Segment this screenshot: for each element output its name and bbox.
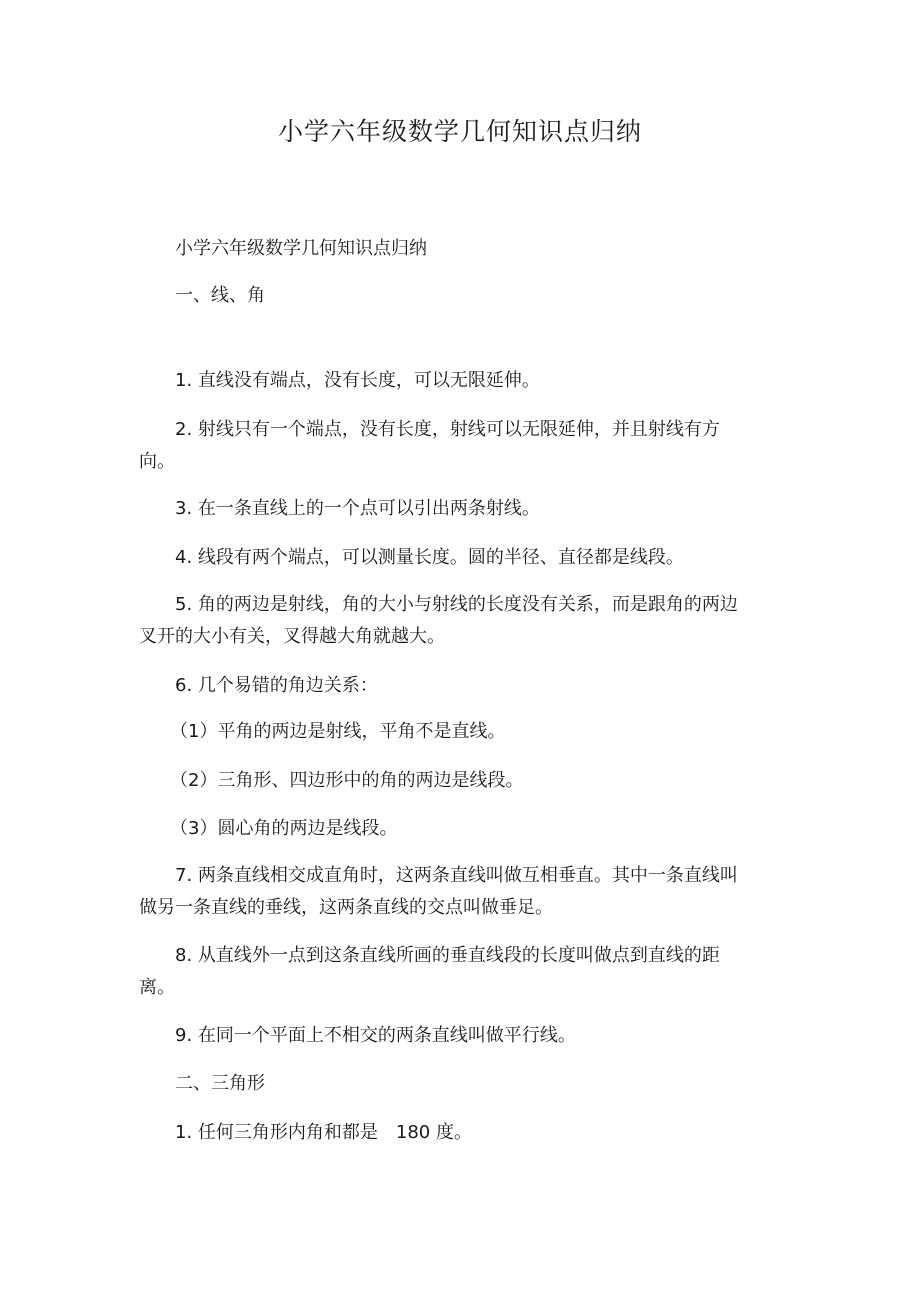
paragraph-subitem-3: （3）圆心角的两边是线段。	[170, 818, 398, 839]
paragraph-item-3: 3. 在一条直线上的一个点可以引出两条射线。	[175, 498, 540, 519]
paragraph-subitem-1: （1）平角的两边是射线，平角不是直线。	[170, 721, 506, 742]
paragraph-subtitle: 小学六年级数学几何知识点归纳	[175, 238, 427, 259]
paragraph-item-9: 9. 在同一个平面上不相交的两条直线叫做平行线。	[175, 1025, 576, 1046]
paragraph-item-5: 5. 角的两边是射线，角的大小与射线的长度没有关系，而是跟角的两边叉开的大小有关，叉得越大角就越大。	[139, 594, 738, 647]
paragraph-item-2: 2. 射线只有一个端点，没有长度，射线可以无限延伸，并且射线有方向。	[139, 419, 720, 472]
paragraph-triangle-item-1: 1. 任何三角形内角和都是 180 度。	[175, 1122, 472, 1143]
paragraph-subitem-2: （2）三角形、四边形中的角的两边是线段。	[170, 770, 524, 791]
paragraph-item-6: 6. 几个易错的角边关系：	[175, 675, 378, 696]
paragraph-item-8: 8. 从直线外一点到这条直线所画的垂直线段的长度叫做点到直线的距离。	[139, 945, 720, 998]
section-heading-lines-angles: 一、线、角	[175, 285, 265, 306]
document-title: 小学六年级数学几何知识点归纳	[277, 117, 642, 146]
paragraph-item-7: 7. 两条直线相交成直角时，这两条直线叫做互相垂直。其中一条直线叫做另一条直线的垂线，这两条直线的交点叫做垂足。	[139, 865, 738, 918]
paragraph-item-4: 4. 线段有两个端点，可以测量长度。圆的半径、直径都是线段。	[175, 547, 684, 568]
section-heading-triangles: 二、三角形	[175, 1073, 265, 1094]
paragraph-item-1: 1. 直线没有端点，没有长度，可以无限延伸。	[175, 370, 540, 391]
